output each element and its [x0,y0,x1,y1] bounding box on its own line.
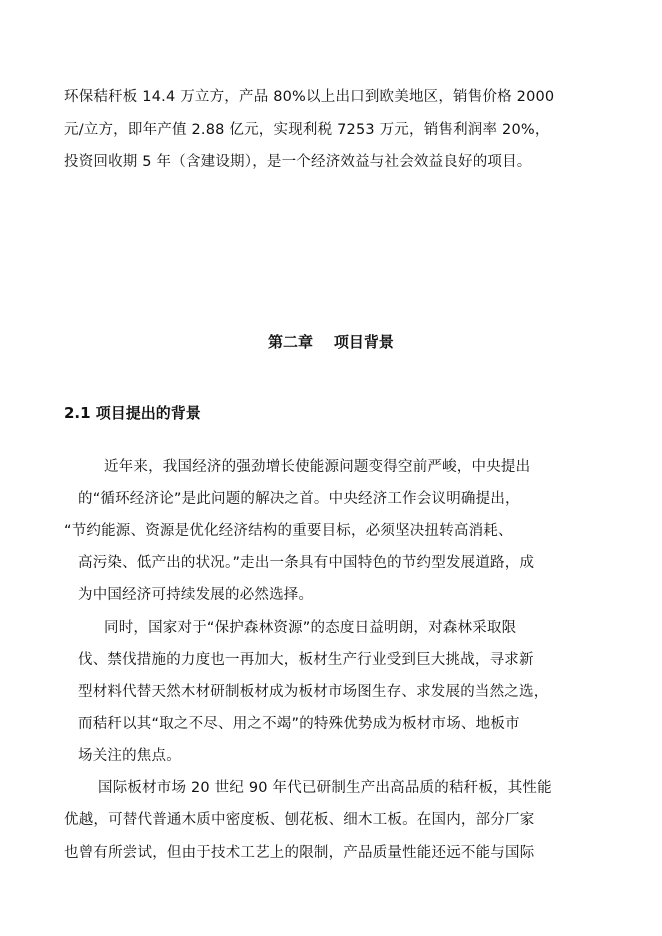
intro-line-1: 环保秸秆板 14.4 万立方，产品 80%以上出口到欧美地区，销售价格 2000 [64,89,555,105]
intro-line-2: 元/立方，即年产值 2.88 亿元，实现利税 7253 万元，销售利润率 20%， [64,122,550,138]
paragraph-1-line-5: 为中国经济可持续发展的必然选择。 [78,587,314,603]
paragraph-2-line-4: 而秸秆以其“取之不尽、用之不竭”的特殊优势成为板材市场、地板市 [78,716,520,732]
chapter-title: 第二章 项目背景 [268,333,394,351]
section-title: 2.1 项目提出的背景 [64,404,201,422]
paragraph-2-line-5: 场关注的焦点。 [78,748,181,764]
paragraph-1-line-3: “节约能源、资源是优化经济结构的重要目标，必须坚决扭转高消耗、 [64,523,513,539]
paragraph-2-line-2: 伐、禁伐措施的力度也一再加大，板材生产行业受到巨大挑战，寻求新 [78,652,534,668]
paragraph-1-line-4: 高污染、低产出的状况。”走出一条具有中国特色的节约型发展道路，成 [78,555,535,571]
paragraph-1-line-2: 的“循环经济论”是此问题的解决之首。中央经济工作会议明确提出， [78,491,520,507]
intro-line-3: 投资回收期 5 年（含建设期），是一个经济效益与社会效益良好的项目。 [64,154,532,170]
paragraph-3-line-3: 也曾有所尝试，但由于技术工艺上的限制，产品质量性能还远不能与国际 [64,845,535,861]
paragraph-1-line-1: 近年来，我国经济的强劲增长使能源问题变得空前严峻，中央提出 [104,459,531,475]
paragraph-2-line-1: 同时，国家对于“保护森林资源”的态度日益明朗，对森林采取限 [104,620,517,636]
paragraph-3-line-1: 国际板材市场 20 世纪 90 年代已研制生产出高品质的秸秆板，其性能 [98,780,552,796]
paragraph-2-line-3: 型材料代替天然木材研制板材成为板材市场图生存、求发展的当然之选， [78,684,549,700]
paragraph-3-line-2: 优越，可替代普通木质中密度板、刨花板、细木工板。在国内，部分厂家 [64,812,535,828]
